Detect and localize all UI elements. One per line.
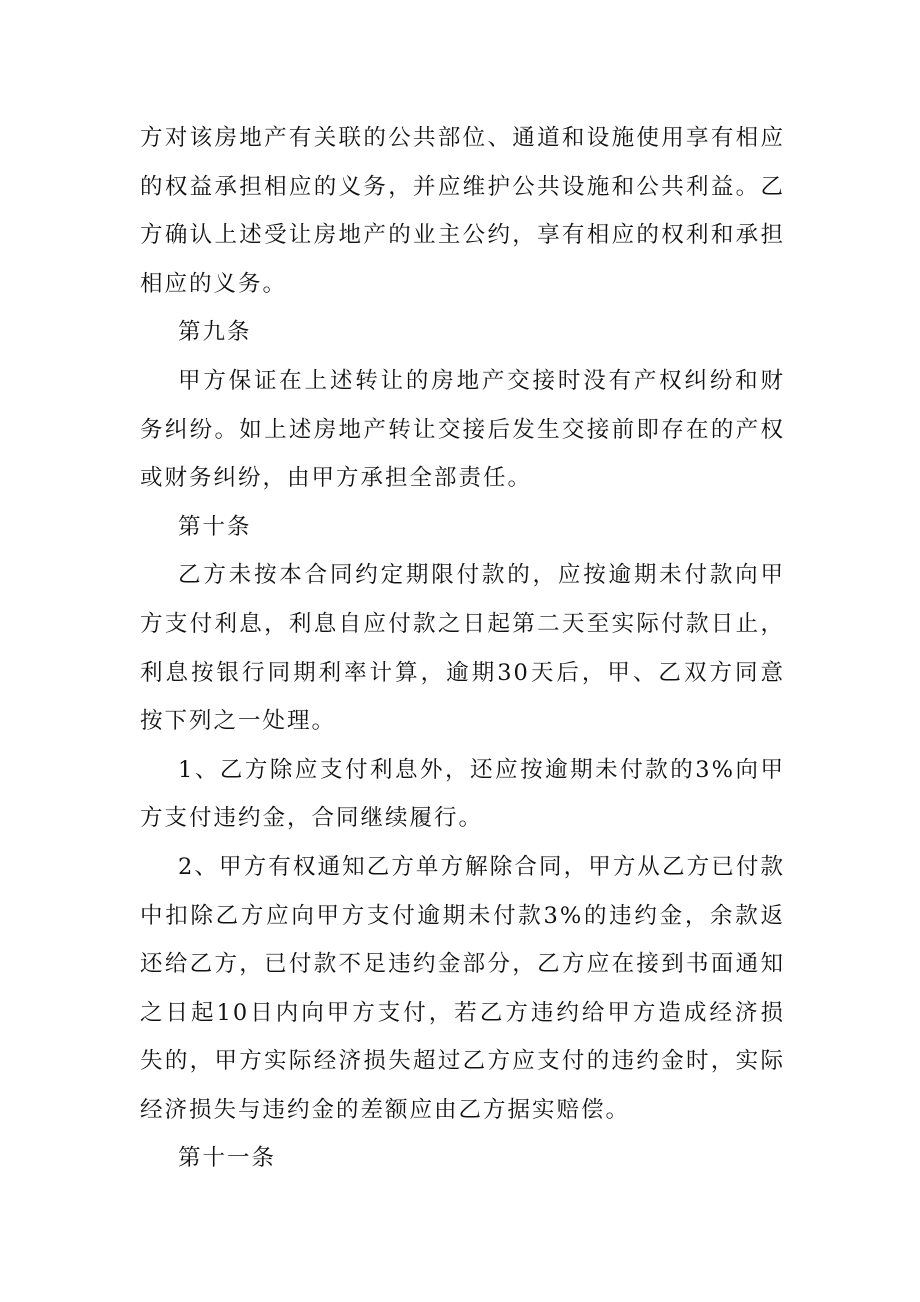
document-body [140, 114, 785, 1183]
paragraph-property-disputes: 甲方保证在上述转让的房地产交接时没有产权纠纷和财务纠纷。如上述房地产转让交接后发生交接前即存在的产权或财务纠纷，由甲方承担全部责任。 [140, 367, 785, 492]
article-heading-11: 第十一条 [178, 1145, 277, 1172]
article-heading-9: 第九条 [178, 319, 252, 346]
paragraph-option-2: 2、甲方有权通知乙方单方解除合同，甲方从乙方已付款中扣除乙方应向甲方支付逾期未付款3%的违约金，余款返还给乙方，已付款不足违约金部分，乙方应在接到书面通知之日起10日内向甲方支付，若乙方违约给甲方造成经济损失的，甲方实际经济损失超过乙方应支付的违约金时，实际经济损失与违约金的差额应由乙方据实赔偿。 [140, 853, 785, 1123]
paragraph-late-payment: 乙方未按本合同约定期限付款的，应按逾期未付款向甲方支付利息，利息自应付款之日起第二天至实际付款日止，利息按银行同期利率计算，逾期30天后，甲、乙双方同意按下列之一处理。 [140, 562, 785, 735]
article-heading-10: 第十条 [178, 513, 252, 540]
paragraph-option-1: 1、乙方除应支付利息外，还应按逾期未付款的3%向甲方支付违约金，合同继续履行。 [140, 756, 785, 832]
paragraph-public-facilities: 方对该房地产有关联的公共部位、通道和设施使用享有相应的权益承担相应的义务，并应维护公共设施和公共利益。乙方确认上述受让房地产的业主公约，享有相应的权利和承担相应的义务。 [140, 125, 785, 297]
